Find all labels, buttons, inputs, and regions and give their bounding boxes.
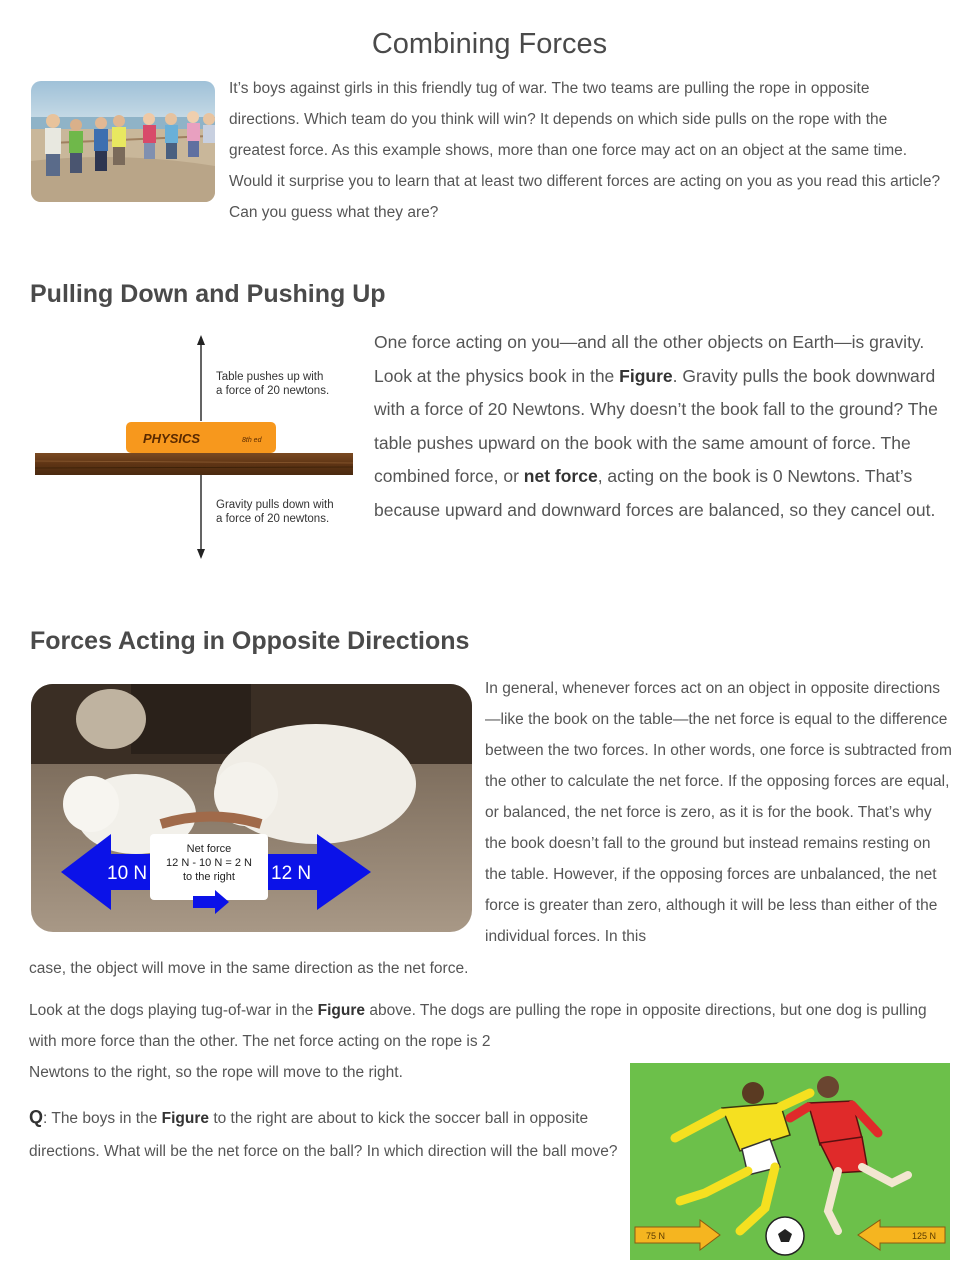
opposite-forces-paragraph-tail: case, the object will move in the same direction as the net force. (29, 960, 469, 977)
left-kick-label: 75 N (646, 1231, 666, 1241)
question-paragraph: Q: The boys in the Figure to the right are about to kick the soccer ball in opposite directions. What will be the net force on the ball? In which direction will the ball move? (29, 1107, 618, 1160)
figure-ref: Figure (619, 365, 673, 386)
opposite-forces-paragraph: In general, whenever forces act on an object in opposite directions—like the book on the table—the net force is equal to the difference between the two forces. In other words, one force is subtracted from the other to calculate the net force. If the opposing forces are equal, or balanced, the net force is zero, as it is for the book. That’s why the book doesn’t fall to the ground but instead remains resting on the table. However, if the opposing forces are unbalanced, the net force is greater than zero, although it will be less than either of the individual forces. In this (485, 680, 952, 945)
net-force-term: net force (523, 466, 598, 486)
dogs-paragraph: Look at the dogs playing tug-of-war in the Figure above. The dogs are pulling the rope in opposite directions, but one dog is pulling with more force than the other. The net force acting on the rope is 2 Newtons to the right, so the rope will move to the right. (29, 1002, 927, 1081)
book-force-diagram (34, 333, 354, 563)
bottom-label-1: Gravity pulls down with (216, 499, 334, 511)
figure-ref-dogs: Figure (317, 1002, 366, 1019)
book-title: PHYSICS (143, 431, 201, 446)
top-label-1: Table pushes up with (216, 371, 324, 383)
right-kick-label: 125 N (912, 1231, 937, 1241)
down-arrow-icon (197, 549, 205, 559)
net-force-line3: to the right (183, 871, 235, 883)
left-force-label: 10 N (107, 863, 148, 884)
table-top (35, 453, 353, 475)
page-title: Combining Forces (371, 28, 608, 60)
top-label-2: a force of 20 newtons. (216, 385, 330, 397)
intro-paragraph: It’s boys against girls in this friendly tug of war. The two teams are pulling the rope in opposite directions. Which team do you think will win? It depends on which side pulls on the rope with the greatest force. As this example shows, more than one force may act on an object at the same time. Would it surprise you to learn that at least two different forces are acting on you as you read this article? Can you guess what they are? (229, 80, 941, 221)
section-heading-opposite: Forces Acting in Opposite Directions (30, 627, 470, 655)
dogs-tug-of-war-photo (31, 684, 472, 932)
up-arrow-icon (197, 335, 205, 345)
net-force-line2: 12 N - 10 N = 2 N (166, 857, 252, 869)
bottom-label-2: a force of 20 newtons. (216, 513, 330, 525)
soccer-kick-figure (630, 1063, 950, 1260)
book-edition: 8th ed (242, 437, 262, 444)
figure-ref-soccer: Figure (161, 1110, 210, 1127)
question-label: Q (29, 1107, 44, 1127)
right-force-label: 12 N (271, 863, 312, 884)
net-force-line1: Net force (186, 843, 232, 855)
tug-of-war-photo (31, 81, 215, 202)
gravity-paragraph: One force acting on you—and all the other objects on Earth—is gravity. Look at the physics book in the Figure. Gravity pulls the book downward with a force of 20 Newtons. Why doesn’t the book fall to the ground? The table pushes upward on the book with the same amount of force. The combined force, or net force, acting on the book is 0 Newtons. That’s because upward and downward forces are balanced, so they cancel out. (374, 332, 938, 520)
section-heading-pulling: Pulling Down and Pushing Up (30, 280, 386, 308)
